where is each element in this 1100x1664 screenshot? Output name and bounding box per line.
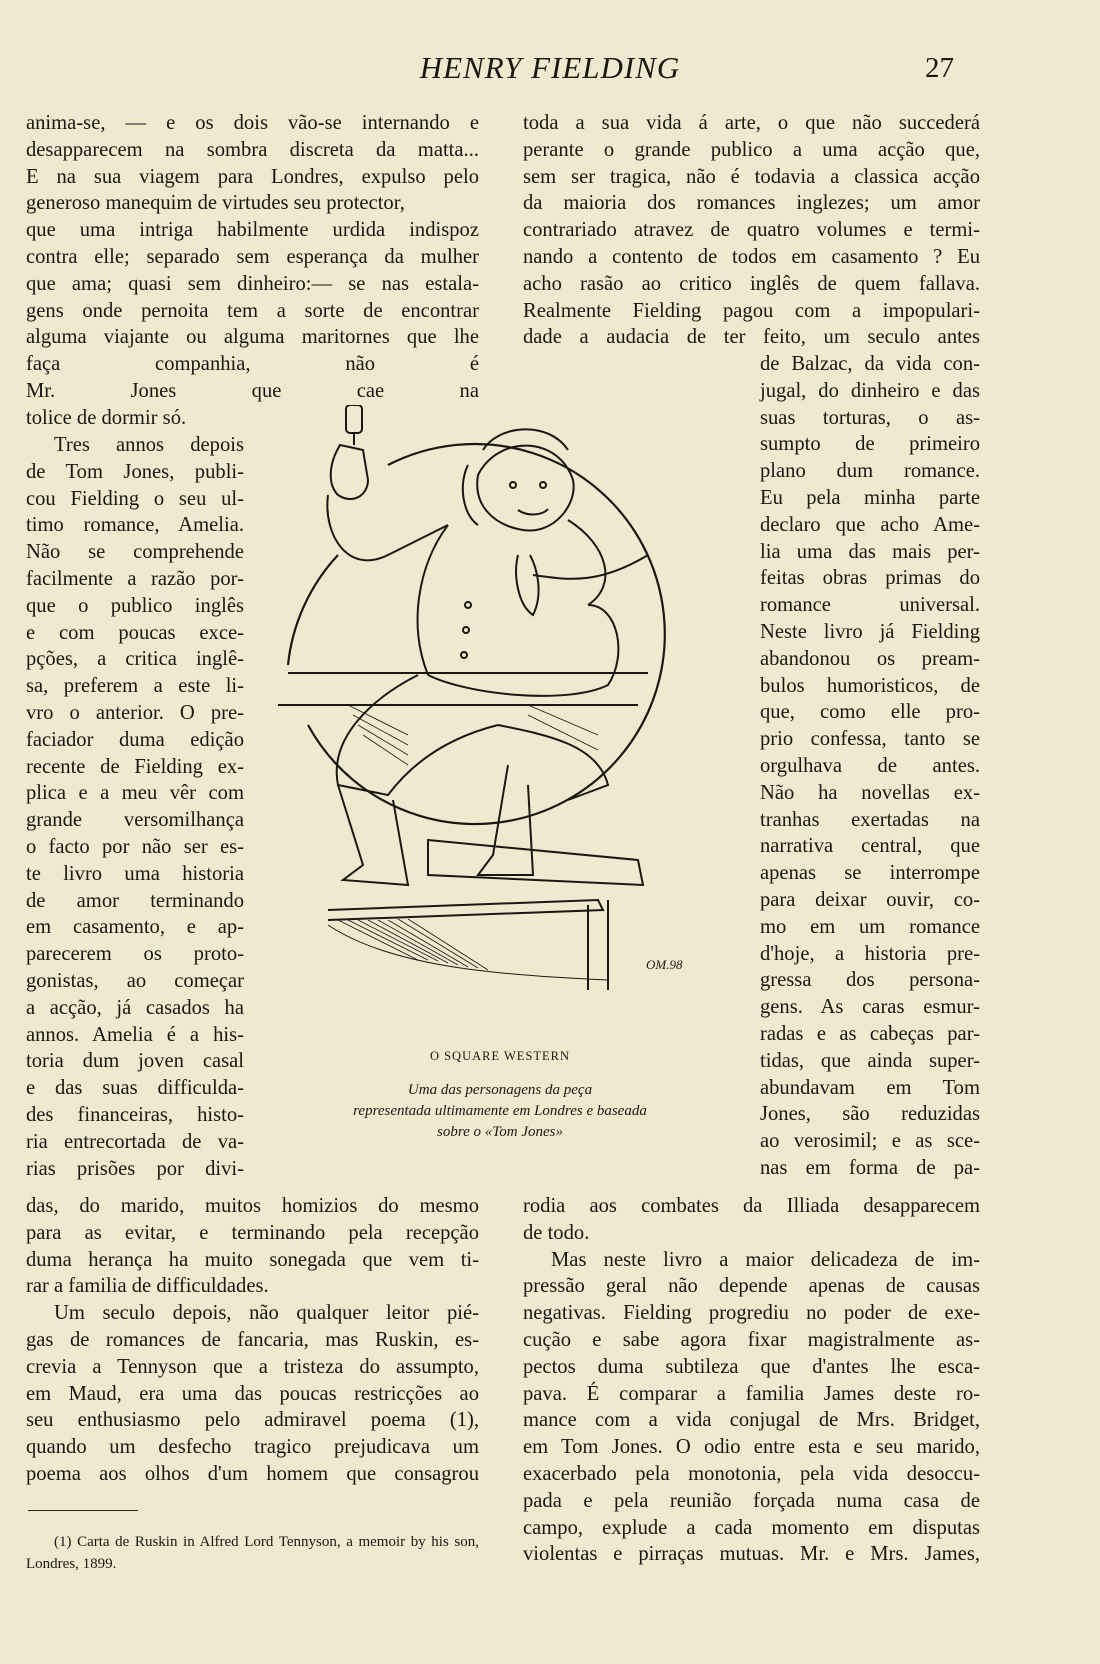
text-line: gonistas, ao começar	[26, 969, 244, 992]
text-line: da maioria dos romances inglezes; um amor	[523, 192, 980, 215]
text-line: o facto por não ser es-	[26, 835, 244, 858]
text-line: nas em forma de pa-	[760, 1156, 980, 1179]
text-line: em Maud, era uma das poucas restricções ao	[26, 1382, 479, 1405]
text-line: Realmente Fielding pagou com a impopulari-	[523, 299, 980, 322]
text-line: Eu pela minha parte	[760, 486, 980, 509]
footnote-rule	[28, 1510, 138, 1511]
text-line: des financeiras, histo-	[26, 1103, 244, 1126]
text-line: das, do marido, muitos homizios do mesmo	[26, 1195, 479, 1217]
text-line: ao verosimil; e as sce-	[760, 1130, 980, 1153]
text-line: perante o grande publico a uma acção que,	[523, 138, 980, 161]
text-line: abandonou os pream-	[760, 647, 980, 670]
text-line: contra elle; separado sem esperança da mulher	[26, 245, 479, 268]
text-line: para as evitar, e terminando pela recepção	[26, 1221, 479, 1244]
text-line: sumpto de primeiro	[760, 433, 980, 456]
text-line: abundavam em Tom	[760, 1076, 980, 1099]
text-line: faça companhia, não é	[26, 353, 479, 376]
text-line: d'hoje, a historia pre-	[760, 942, 980, 965]
text-line: apenas se interrompe	[760, 862, 980, 885]
text-line: E na sua viagem para Londres, expulso pelo	[26, 165, 479, 188]
text-line: jugal, do dinheiro e das	[760, 379, 980, 402]
text-line: lia uma das mais per-	[760, 540, 980, 563]
text-line: Não ha novellas ex-	[760, 781, 980, 804]
text-line: generoso manequim de virtudes seu protector,	[26, 192, 405, 215]
caption-line: sobre o «Tom Jones»	[437, 1124, 563, 1140]
text-line: crevia a Tennyson que a tristeza do assumpto,	[26, 1355, 479, 1378]
page-number: 27	[925, 52, 954, 84]
text-line: seu enthusiasmo pelo admiravel poema (1),	[26, 1409, 479, 1432]
text-line: grande versomilhança	[26, 809, 244, 832]
text-line: parecerem os proto-	[26, 943, 244, 966]
text-line: gressa dos persona-	[760, 969, 980, 992]
illustration-square-western	[268, 405, 728, 1045]
text-line: narrativa central, que	[760, 835, 980, 858]
text-line: pada e pela reunião forçada numa casa de	[523, 1489, 980, 1512]
left-column-top	[26, 110, 479, 432]
text-line: ria entrecortada de va-	[26, 1130, 244, 1153]
text-line: gens onde pernoita tem a sorte de encontrar	[26, 299, 479, 322]
text-line: alguma viajante ou alguma maritornes que lhe	[26, 326, 479, 349]
caption-title: O SQUARE WESTERN	[429, 1049, 571, 1063]
text-line: de amor terminando	[26, 889, 244, 912]
text-line: timo romance, Amelia.	[26, 514, 244, 537]
left-column-bottom	[26, 1193, 479, 1488]
text-line: annos. Amelia é a his-	[26, 1023, 244, 1046]
text-line: vro o anterior. O pre-	[26, 701, 244, 724]
text-line: declaro que acho Ame-	[760, 513, 980, 536]
text-line: Jones, são reduzidas	[760, 1103, 980, 1126]
text-line: contrariado atravez de quatro volumes e termi-	[523, 219, 980, 242]
text-line: feitas obras primas do	[760, 567, 980, 590]
text-line: quando um desfecho tragico prejudicava um	[26, 1436, 479, 1459]
text-line: tidas, que ainda super-	[760, 1049, 980, 1072]
text-line: rias prisões por divi-	[26, 1157, 244, 1180]
text-line: Tres annos depois	[54, 434, 244, 456]
text-line: pções, a critica inglê-	[26, 648, 244, 671]
text-line: pressão geral não depende apenas de causas	[523, 1275, 980, 1298]
text-line: rar a familia de difficuldades.	[26, 1275, 269, 1298]
text-line: gas de romances de fancaria, mas Ruskin, es-	[26, 1328, 479, 1351]
text-line: poema aos olhos d'um homem que consagrou	[26, 1462, 479, 1485]
caption-text	[290, 1080, 710, 1143]
text-line: plica e a meu vêr com	[26, 782, 244, 805]
text-line: a acção, já casados ha	[26, 996, 244, 1019]
text-line: cou Fielding o seu ul-	[26, 487, 244, 510]
text-line: orgulhava de antes.	[760, 754, 980, 777]
text-line: nando a contento de todos em casamento ? Eu	[523, 245, 980, 268]
text-line: negativas. Fielding progrediu no poder de exe-	[523, 1302, 980, 1325]
text-line: pectos duma subtileza que d'antes lhe esca-	[523, 1355, 980, 1378]
text-line: sa, preferem a este li-	[26, 675, 244, 698]
text-line: faciador duma edição	[26, 728, 244, 751]
text-line: te livro uma historia	[26, 862, 244, 885]
text-line: que, como elle pro-	[760, 701, 980, 724]
text-line: plano dum romance.	[760, 460, 980, 483]
artist-signature: OM.98	[646, 957, 683, 972]
text-line: Um seculo depois, não qualquer leitor pié-	[54, 1302, 479, 1325]
text-line: cução e sabe agora fixar magistralmente as-	[523, 1328, 980, 1351]
text-line: recente de Fielding ex-	[26, 755, 244, 778]
text-line: Mr. Jones que cae na	[26, 379, 479, 402]
text-line: e com poucas exce-	[26, 621, 244, 644]
text-line: campo, explude a cada momento em disputas	[523, 1516, 980, 1539]
text-line: prio confessa, tanto se	[760, 728, 980, 751]
text-line: facilmente a razão por-	[26, 567, 244, 590]
text-line: e das suas difficulda-	[26, 1077, 244, 1100]
text-line: dade a audacia de ter feito, um seculo antes	[523, 326, 980, 349]
text-line: de Tom Jones, publi-	[26, 460, 244, 483]
footnote: (1) Carta de Ruskin in Alfred Lord Tennyson, a memoir by his son, Londres, 1899.	[26, 1534, 479, 1572]
text-line: toda a sua vida á arte, o que não succederá	[523, 112, 980, 134]
text-line: em casamento, e ap-	[26, 916, 244, 939]
left-column-wrap	[26, 432, 244, 1182]
text-line: rodia aos combates da Illiada desapparecem	[523, 1195, 980, 1217]
right-column-bottom	[523, 1193, 980, 1568]
text-line: Não se comprehende	[26, 541, 244, 564]
text-line: em Tom Jones. O odio entre esta e seu marido,	[523, 1436, 980, 1459]
text-line: radas e as cabeças par-	[760, 1022, 980, 1045]
right-column-top	[523, 110, 980, 351]
text-line: acho rasão ao critico inglês de quem fallava.	[523, 272, 980, 295]
text-line: tolice de dormir só.	[26, 406, 187, 429]
text-line: anima-se, — e os dois vão-se internando e	[26, 112, 479, 134]
text-line: para deixar ouvir, co-	[760, 888, 980, 911]
text-line: gens. As caras esmur-	[760, 996, 980, 1019]
text-line: toria dum joven casal	[26, 1050, 244, 1073]
text-line: Neste livro já Fielding	[760, 620, 980, 643]
text-line: mance com a vida conjugal de Mrs. Bridget,	[523, 1409, 980, 1432]
text-line: Mas neste livro a maior delicadeza de im-	[551, 1248, 980, 1271]
right-column-wrap	[760, 351, 980, 1182]
text-line: mo em um romance	[760, 915, 980, 938]
caption-line: Uma das personagens da peça	[407, 1082, 593, 1098]
text-line: que ama; quasi sem dinheiro:— se nas estala-	[26, 272, 479, 295]
caption-line: representada ultimamente em Londres e baseada	[353, 1103, 647, 1119]
text-line: exacerbado pela monotonia, pela vida desoccu-	[523, 1462, 980, 1485]
text-line: de Balzac, da vida con-	[760, 353, 980, 375]
text-line: sem ser tragica, não é todavia a classica acção	[523, 165, 980, 188]
running-title: HENRY FIELDING	[419, 50, 681, 85]
text-line: pava. É comparar a familia James deste ro-	[523, 1382, 980, 1405]
text-line: de todo.	[523, 1221, 590, 1244]
text-line: romance universal.	[760, 594, 980, 617]
text-line: bulos humoristicos, de	[760, 674, 980, 697]
text-line: suas torturas, o as-	[760, 406, 980, 429]
text-line: violentas e pirraças mutuas. Mr. e Mrs. James,	[523, 1543, 980, 1566]
text-line: que o publico inglês	[26, 594, 244, 617]
text-line: tranhas exertadas na	[760, 808, 980, 831]
text-line: que uma intriga habilmente urdida indispoz	[26, 219, 479, 242]
text-line: duma herança ha muito sonegada que vem ti-	[26, 1248, 479, 1271]
text-line: desapparecem na sombra discreta da matta...	[26, 138, 479, 161]
